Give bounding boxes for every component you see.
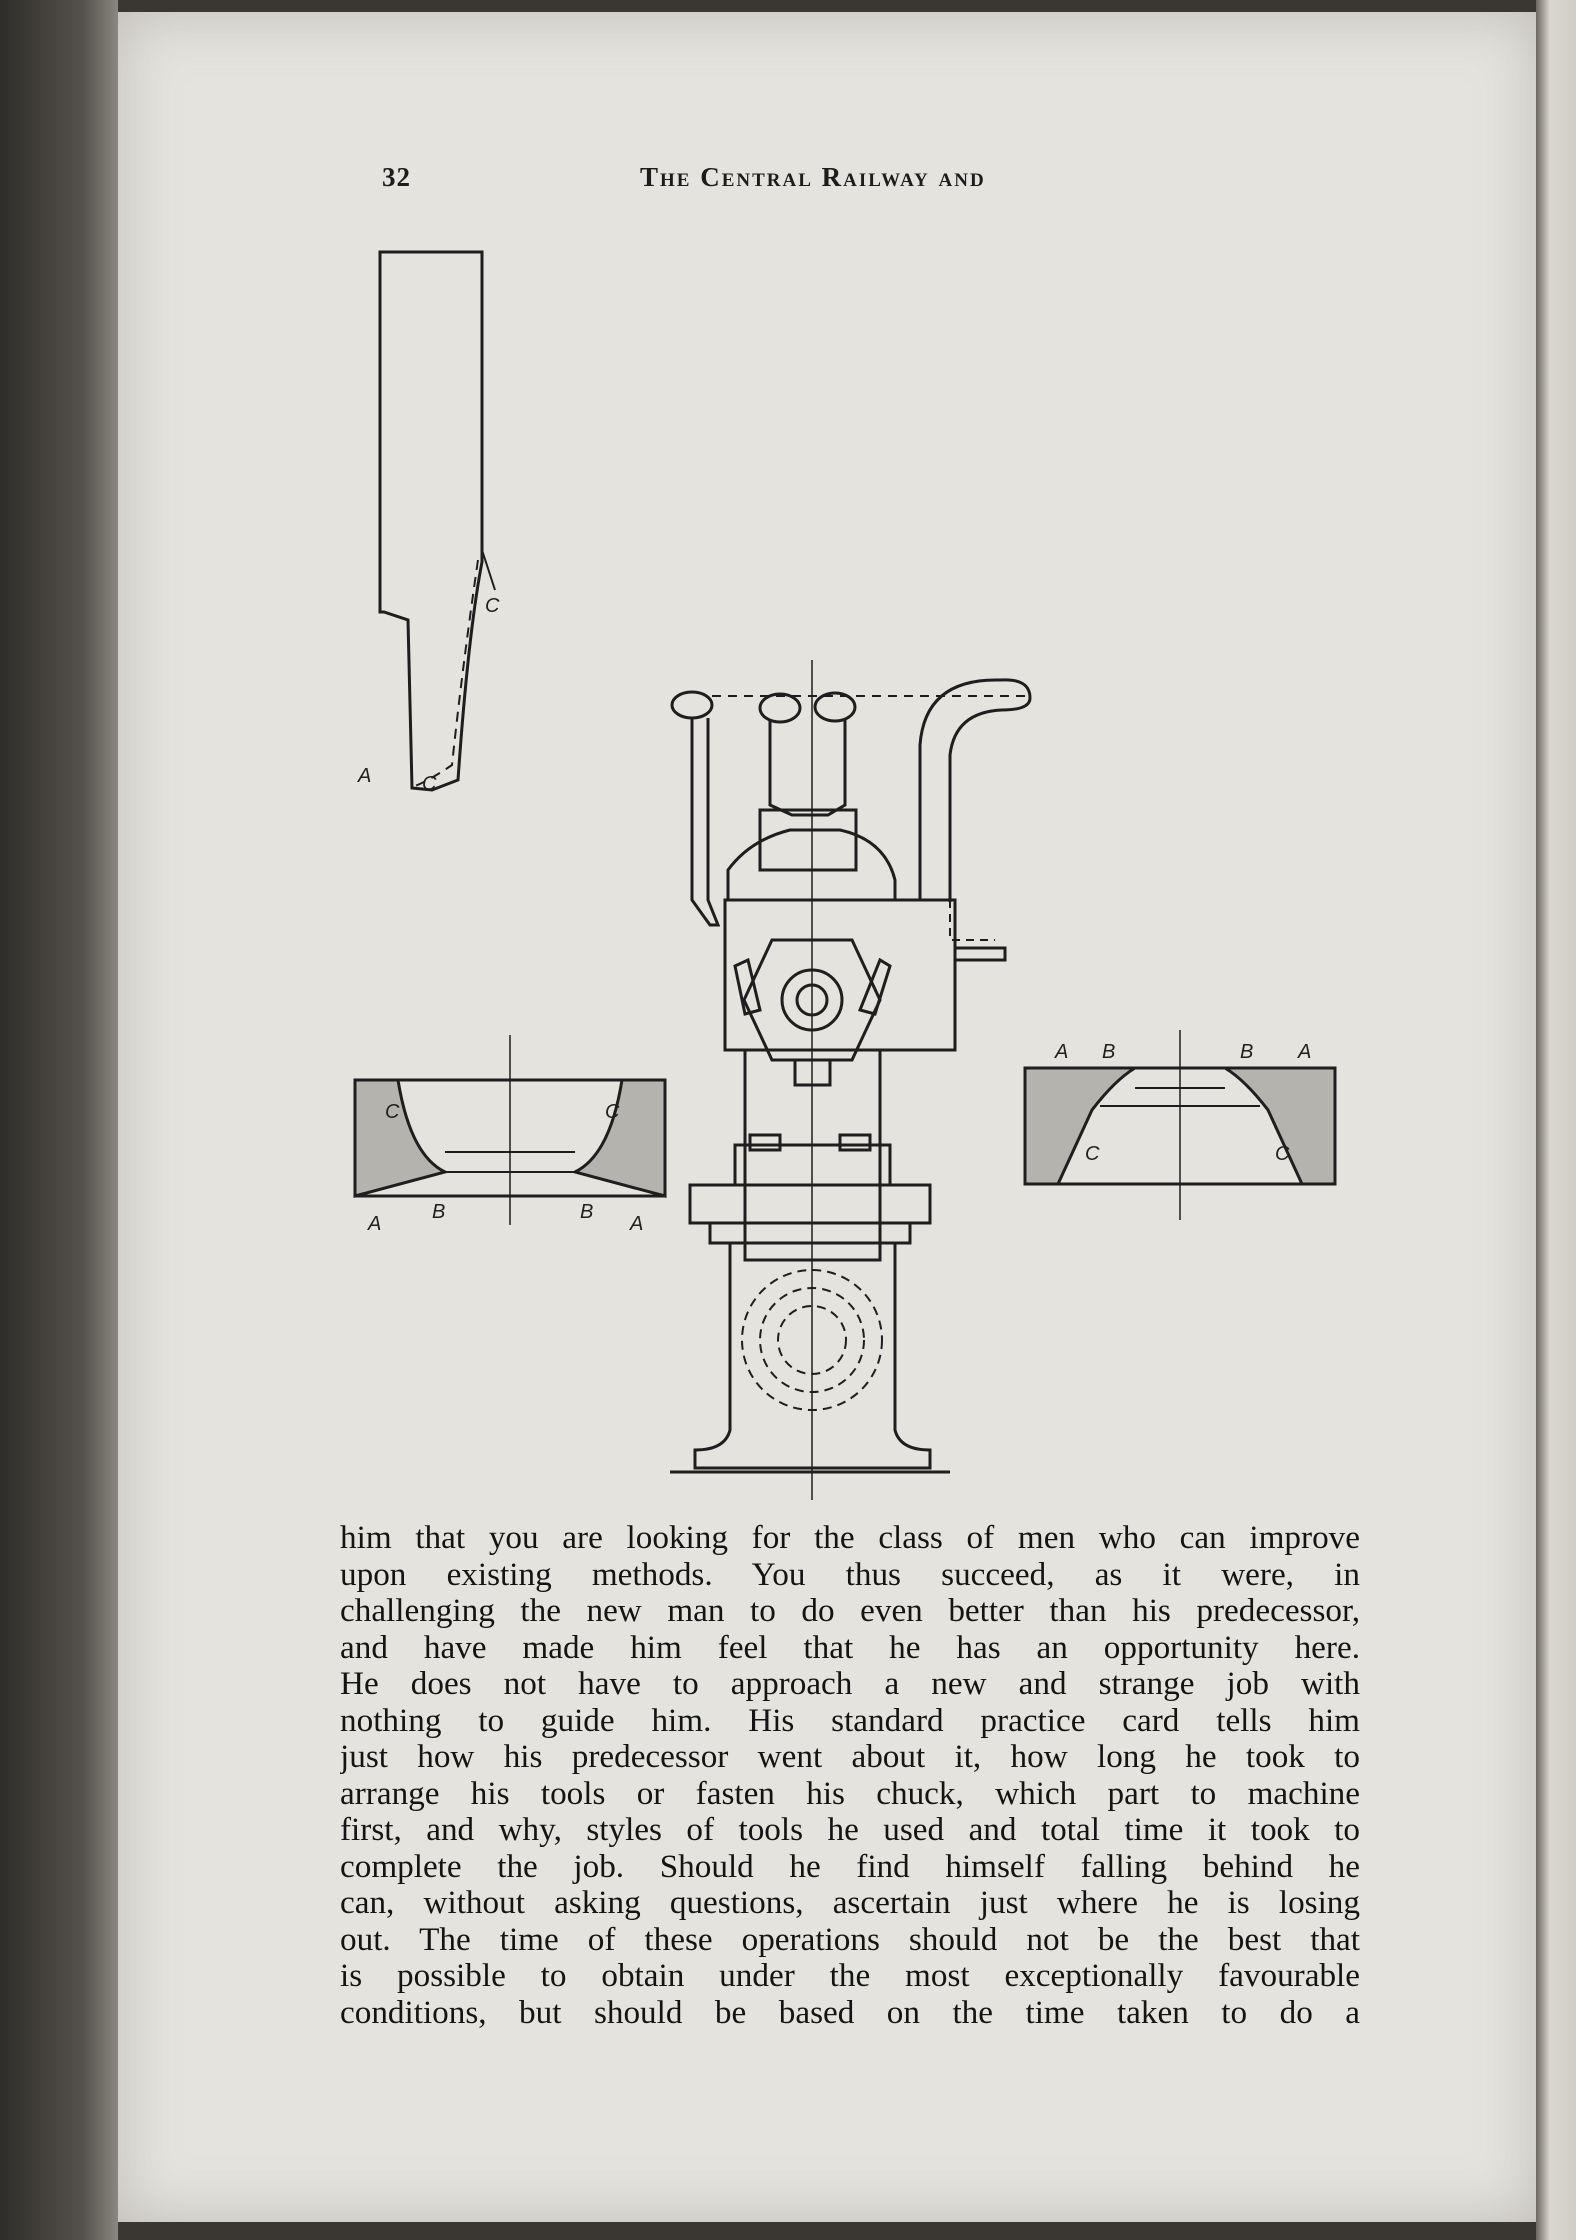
tool-label-c-upper: C: [485, 595, 500, 617]
body-paragraph: [340, 1520, 1360, 2031]
left-wheel-section-drawing: [355, 1035, 665, 1225]
text-line: arrange his tools or fasten his chuck, which part to machine: [340, 1775, 1360, 1812]
right-section-label-b2: B: [1240, 1041, 1254, 1063]
text-line: and have made him feel that he has an opportunity here.: [340, 1629, 1360, 1666]
left-section-label-c1: C: [385, 1101, 400, 1123]
text-line: is possible to obtain under the most exceptionally favourable: [340, 1958, 1360, 1994]
machine-tool-illustration: [340, 240, 1360, 1500]
page-number: 32: [382, 162, 411, 192]
running-header-title: The Central Railway and: [640, 162, 986, 192]
left-section-label-c2: C: [605, 1101, 620, 1123]
text-line: He does not have to approach a new and strange job with: [340, 1666, 1360, 1702]
left-section-label-b1: B: [432, 1201, 446, 1223]
text-line: challenging the new man to do even better than his predecessor,: [340, 1593, 1360, 1629]
left-section-label-a2: A: [630, 1213, 644, 1235]
text-line: conditions, but should be based on the time taken to do a: [340, 1994, 1360, 2031]
boring-machine-drawing: [670, 660, 1030, 1500]
text-line: can, without asking questions, ascertain just where he is losing: [340, 1885, 1360, 1921]
text-line: him that you are looking for the class of men who can improve: [340, 1520, 1360, 1556]
right-section-label-a1: A: [1055, 1041, 1069, 1063]
right-section-label-c1: C: [1085, 1143, 1100, 1165]
right-wheel-section-drawing: [1025, 1030, 1335, 1220]
text-line: out. The time of these operations should not be the best that: [340, 1921, 1360, 1958]
page-edge: [1536, 0, 1576, 2240]
tool-label-c-lower: C: [422, 773, 437, 795]
left-section-label-b2: B: [580, 1201, 594, 1223]
text-line: first, and why, styles of tools he used and total time it took to: [340, 1812, 1360, 1848]
cutting-tool-drawing: [380, 252, 495, 790]
book-binding: [0, 0, 118, 2240]
text-line: complete the job. Should he find himself falling behind he: [340, 1848, 1360, 1885]
text-line: just how his predecessor went about it, how long he took to: [340, 1739, 1360, 1775]
text-line: nothing to guide him. His standard practice card tells him: [340, 1702, 1360, 1739]
right-section-label-a2: A: [1298, 1041, 1312, 1063]
tool-label-a: A: [358, 765, 372, 787]
left-section-label-a1: A: [368, 1213, 382, 1235]
right-section-label-b1: B: [1102, 1041, 1116, 1063]
right-section-label-c2: C: [1275, 1143, 1290, 1165]
text-line: upon existing methods. You thus succeed, as it were, in: [340, 1556, 1360, 1593]
